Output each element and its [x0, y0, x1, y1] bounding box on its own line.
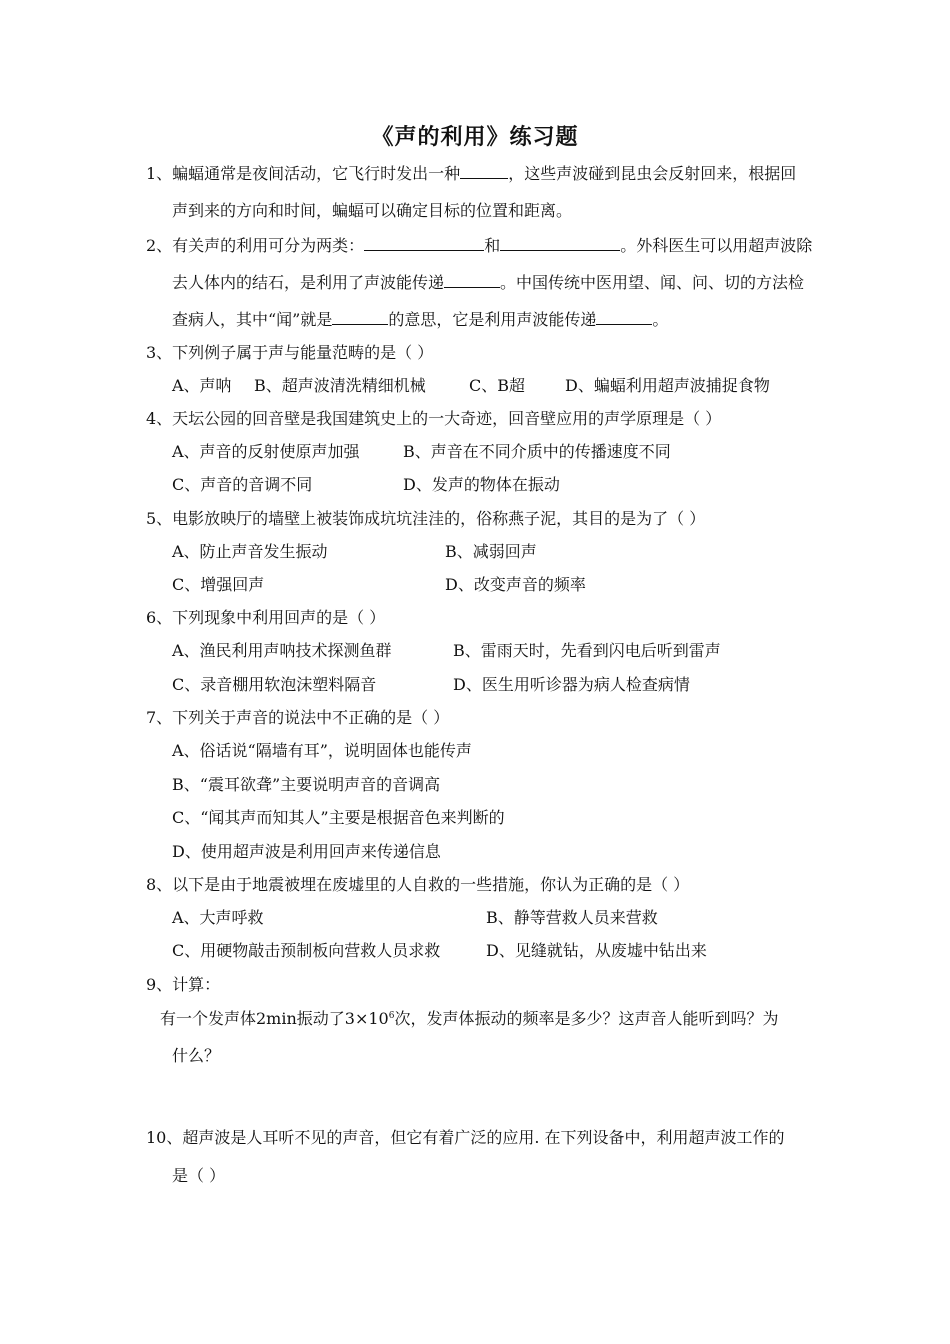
q5-option-b[interactable]: B、减弱回声	[445, 542, 537, 561]
question-1-line-2: 声到来的方向和时间，蝙蝠可以确定目标的位置和距离。	[172, 201, 573, 220]
question-4-stem: 4、天坛公园的回音壁是我国建筑史上的一大奇迹，回音壁应用的声学原理是（ ）	[146, 409, 722, 428]
q2-text-a: 2、有关声的利用可分为两类：	[146, 236, 365, 255]
q6-option-d[interactable]: D、医生用听诊器为病人检查病情	[453, 675, 690, 694]
question-9-line-1	[160, 1008, 778, 1030]
q2-text-b: 和	[484, 236, 501, 255]
q4-option-a[interactable]: A、声音的反射使原声加强	[172, 442, 360, 461]
q3-option-d[interactable]: D、蝙蝠利用超声波捕捉食物	[565, 376, 770, 395]
q9-exponent: 6	[388, 1011, 395, 1021]
q2-blank-2[interactable]	[500, 234, 620, 251]
q7-option-b[interactable]: B、“震耳欲聋”主要说明声音的音调高	[172, 775, 441, 794]
question-8-stem: 8、以下是由于地震被埋在废墟里的人自救的一些措施，你认为正确的是（ ）	[146, 875, 690, 894]
q2-text-d: 去人体内的结石，是利用了声波能传递	[172, 273, 445, 292]
question-10-line-1: 10、超声波是人耳听不见的声音，但它有着广泛的应用. 在下列设备中，利用超声波工作的	[146, 1128, 785, 1147]
question-6-stem: 6、下列现象中利用回声的是（ ）	[146, 608, 386, 627]
q7-option-a[interactable]: A、俗话说“隔墙有耳”，说明固体也能传声	[172, 741, 472, 760]
q3-option-b[interactable]: B、超声波清洗精细机械	[254, 376, 426, 395]
q2-blank-5[interactable]	[596, 308, 652, 325]
q9-text-b: 次，发声体振动的频率是多少？这声音人能听到吗？为	[394, 1009, 779, 1028]
q4-option-d[interactable]: D、发声的物体在振动	[403, 475, 560, 494]
question-7-stem: 7、下列关于声音的说法中不正确的是（ ）	[146, 708, 450, 727]
question-10-line-2: 是（ ）	[172, 1166, 226, 1185]
q3-option-a[interactable]: A、声呐	[172, 376, 232, 395]
q2-text-e: 。中国传统中医用望、闻、问、切的方法检	[500, 273, 805, 292]
page-title: 《声的利用》练习题	[371, 125, 579, 150]
q8-option-a[interactable]: A、大声呼救	[172, 908, 264, 927]
question-9-line-2: 什么？	[172, 1046, 221, 1065]
q2-text-g: 的意思，它是利用声波能传递	[388, 310, 597, 329]
q8-option-c[interactable]: C、用硬物敲击预制板向营救人员求救	[172, 941, 441, 960]
q4-option-b[interactable]: B、声音在不同介质中的传播速度不同	[403, 442, 671, 461]
q7-option-c[interactable]: C、“闻其声而知其人”主要是根据音色来判断的	[172, 808, 505, 827]
q1-blank[interactable]	[460, 162, 508, 179]
q7-option-d[interactable]: D、使用超声波是利用回声来传递信息	[172, 842, 441, 861]
q2-blank-3[interactable]	[444, 271, 500, 288]
q4-option-c[interactable]: C、声音的音调不同	[172, 475, 313, 494]
question-2-line-3	[172, 308, 668, 331]
question-1-line-1	[146, 162, 796, 185]
question-2-line-2	[172, 271, 804, 294]
q6-option-c[interactable]: C、录音棚用软泡沫塑料隔音	[172, 675, 377, 694]
q2-text-c: 。外科医生可以用超声波除	[620, 236, 813, 255]
q3-option-c[interactable]: C、B超	[469, 376, 526, 395]
q2-blank-1[interactable]	[364, 234, 484, 251]
q1-text-b: ，这些声波碰到昆虫会反射回来，根据回	[508, 164, 797, 183]
q1-text-a: 1、蝙蝠通常是夜间活动，它飞行时发出一种	[146, 164, 461, 183]
question-3-stem: 3、下列例子属于声与能量范畴的是（ ）	[146, 343, 434, 362]
q8-option-b[interactable]: B、静等营救人员来营救	[486, 908, 658, 927]
question-2-line-1	[146, 234, 812, 257]
question-9-stem: 9、计算：	[146, 975, 221, 994]
q6-option-b[interactable]: B、雷雨天时，先看到闪电后听到雷声	[453, 641, 721, 660]
q6-option-a[interactable]: A、渔民利用声呐技术探测鱼群	[172, 641, 392, 660]
question-5-stem: 5、电影放映厅的墙壁上被装饰成坑坑洼洼的，俗称燕子泥，其目的是为了（ ）	[146, 509, 706, 528]
q2-blank-4[interactable]	[332, 308, 388, 325]
q8-option-d[interactable]: D、见缝就钻，从废墟中钻出来	[486, 941, 707, 960]
q5-option-c[interactable]: C、增强回声	[172, 575, 265, 594]
q5-option-d[interactable]: D、改变声音的频率	[445, 575, 586, 594]
q2-text-f: 查病人，其中“闻”就是	[172, 310, 333, 329]
q5-option-a[interactable]: A、防止声音发生振动	[172, 542, 328, 561]
q2-text-h: 。	[652, 310, 669, 329]
q9-text-a: 有一个发声体2min振动了3×10	[160, 1009, 389, 1028]
